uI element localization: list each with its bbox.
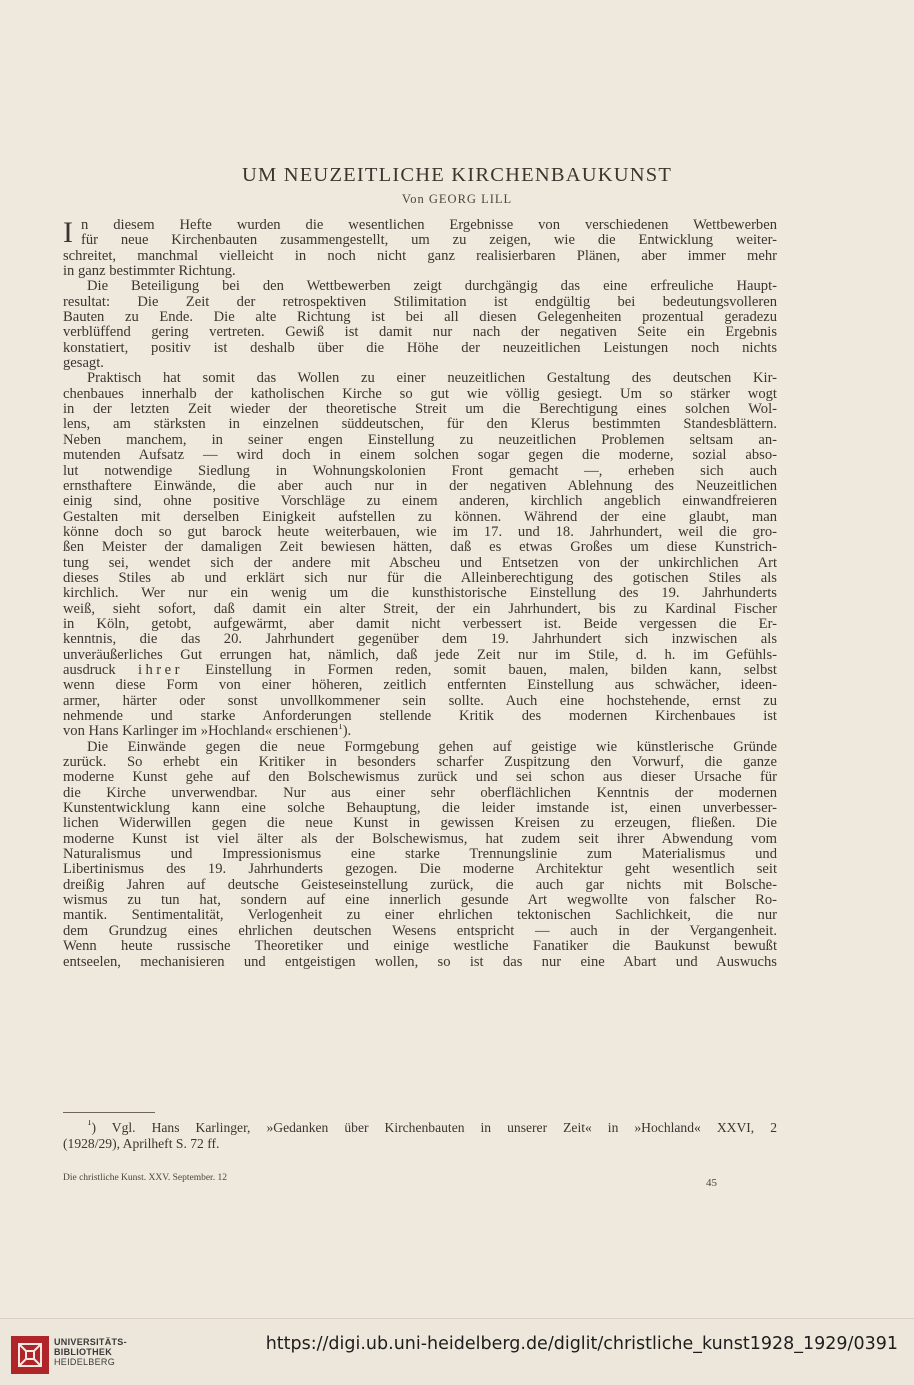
permalink-url[interactable]: https://digi.ub.uni-heidelberg.de/diglit/christliche_kunst1928_1929/0391	[265, 1334, 898, 1354]
text-line: dreißig Jahren auf deutsche Geisteseinstellung zurück, die auch gar nichts mit Bolsche-	[63, 877, 777, 893]
text-line: Die Einwände gegen die neue Formgebung gehen auf geistige wie künstlerische Gründe	[87, 739, 777, 755]
text-line: kenntnis, die das 20. Jahrhundert gegenüber dem 19. Jahrhundert sich inzwischen als	[63, 632, 777, 648]
university-library-logo-icon	[10, 1335, 50, 1375]
text-line: Neben manchem, in seiner engen Einstellung zu neuzeitlichen Problemen seltsam an-	[63, 432, 777, 448]
text-line: zurück. So erhebt ein Kritiker in besonders scharfer Zuspitzung den Vorwurf, die ganze	[63, 755, 777, 771]
page-number: 45	[706, 1177, 717, 1189]
text-line: ausdruck ihrer Einstellung in Formen reden, somit bauen, malen, bilden kann, selbst	[63, 662, 777, 678]
text-line: kirchlich. Wer nur ein wenig um die kunsthistorische Einstellung des 19. Jahrhunderts	[63, 586, 777, 602]
article-byline: Von GEORG LILL	[401, 192, 513, 206]
footnote-rule	[63, 1112, 155, 1113]
text-line: Libertinismus des 19. Jahrhunderts gezogen. Die moderne Architektur geht wesentlich seit	[63, 862, 777, 878]
text-line: ßen Meister der damaligen Zeit bewiesen hätten, daß es etwas Großes um diese Kunstrich-	[63, 540, 777, 556]
text-line: tung sei, wendet sich der andere mit Abscheu und Entsetzen von der unkirchlichen Art	[63, 555, 777, 571]
text-line: mutenden Aufsatz — wird doch in einem solchen sogar gegen die moderne, sozial abso-	[63, 448, 777, 464]
text-line: (1928/29), Aprilheft S. 72 ff.	[63, 1135, 220, 1151]
text-line: dieses Stiles ab und erklärt sich nur für die Alleinberechtigung des gotischen Stiles als	[63, 570, 777, 586]
journal-signature: Die christliche Kunst. XXV. September. 12	[63, 1173, 227, 1183]
text-line: schreitet, manchmal vielleicht in noch nicht ganz realisierbaren Plänen, aber immer mehr	[63, 248, 777, 264]
library-name-line: BIBLIOTHEK	[54, 1347, 112, 1357]
text-line: unveräußerliches Gut errungen hat, nämlich, daß jede Zeit nur im Stile, d. h. im Gefühls-	[63, 647, 777, 663]
text-line: lut notwendige Siedlung in Wohnungskolonien Front gemacht —, erheben sich auch	[63, 463, 777, 479]
article-body	[63, 218, 777, 970]
library-name-line: HEIDELBERG	[54, 1357, 116, 1367]
text-line: chenbaues innerhalb der katholischen Kirche so gut wie völlig gesiegt. Um so stärker wogt	[63, 386, 777, 402]
text-line: konstatiert, positiv ist deshalb über die Höhe der neuzeitlichen Leistungen noch nichts	[63, 340, 777, 356]
text-line: ernsthaftere Einwände, die aber auch nur in der negativen Ablehnung des Neuzeitlichen	[63, 478, 777, 494]
text-line: von Hans Karlinger im »Hochland« erschienen$^1$).	[63, 724, 352, 740]
library-name	[54, 1337, 127, 1367]
text-line: wismus zu tun hat, sondern auf eine innerlich gesunde Art wegwollte von falscher Ro-	[63, 893, 777, 909]
text-line: Bauten zu Ende. Die alte Richtung ist bei all diesen Gelegenheiten prozentual geradezu	[63, 310, 777, 326]
text-line: lichen Widerwillen gegen die neue Kunst in gewissen Kreisen zu erzeugen, fließen. Die	[63, 816, 777, 832]
text-line: für neue Kirchenbauten zusammengestellt, um zu zeigen, wie die Entwicklung weiter-	[81, 233, 777, 249]
text-line: resultat: Die Zeit der retrospektiven Stilimitation ist endgültig bei bedeutungsvolleren	[63, 294, 777, 310]
text-line: in der letzten Zeit wieder der theoretische Streit um die Berechtigung eines solchen Wol-	[63, 402, 777, 418]
drop-cap: I	[63, 216, 73, 249]
text-line: die Kirche unverwendbar. Nur aus einer sehr oberflächlichen Kenntnis der modernen	[63, 785, 777, 801]
text-line: gesagt.	[63, 356, 104, 372]
viewer-footer	[0, 1318, 914, 1385]
text-line: moderne Kunst gehe auf den Bolschewismus zurück und sei schon aus dieser Ursache für	[63, 770, 777, 786]
text-line: moderne Kunst ist viel älter als der Bolschewismus, hat zudem seit ihrer Abwendung vom	[63, 831, 777, 847]
text-line: Wenn heute russische Theoretiker und einige westliche Fanatiker die Baukunst bewußt	[63, 939, 777, 955]
text-line: weiß, sieht sofort, daß damit ein alter Streit, der ein Jahrhundert, bis zu Kardinal Fischer	[63, 601, 777, 617]
text-line: Die Beteiligung bei den Wettbewerben zeigt durchgängig das eine erfreuliche Haupt-	[87, 279, 777, 295]
text-line: armer, härter oder sonst unvollkommener sein sollte. Auch eine hochstehende, ernst zu	[63, 693, 777, 709]
text-line: könne doch so gut barock heute weiterbauen, wie im 17. und 18. Jahrhundert, weil die gro-	[63, 524, 777, 540]
text-line: entseelen, mechanisieren und entgeistigen wollen, so ist das nur eine Abart und Auswuchs	[63, 954, 777, 970]
text-line: Praktisch hat somit das Wollen zu einer neuzeitlichen Gestaltung des deutschen Kir-	[87, 371, 777, 387]
text-line: nehmende und starke Anforderungen stellende Kritik des modernen Kirchenbaues ist	[63, 709, 777, 724]
library-name-line: UNIVERSITÄTS-	[54, 1337, 127, 1347]
text-line: in Köln, getobt, aufgewärmt, aber damit nicht verbessert ist. Beide vergessen die Er-	[63, 616, 777, 632]
text-line: dem Grundzug eines ehrlichen deutschen Wesens entspricht — auch in der Vergangenheit.	[63, 923, 777, 939]
article-title: UM NEUZEITLICHE KIRCHENBAUKUNST	[241, 164, 673, 186]
footnote	[63, 1120, 777, 1151]
text-line: Kunstentwicklung kann eine solche Behauptung, die leider imstande ist, einen unverbesser-	[63, 801, 777, 817]
text-line: mantik. Sentimentalität, Verlogenheit zu einer ehrlichen tektonischen Sachlichkeit, die nur	[63, 908, 777, 924]
footnote-mark: 1	[87, 1120, 92, 1127]
text-line: n diesem Hefte wurden die wesentlichen Ergebnisse von verschiedenen Wettbewerben	[81, 218, 777, 233]
text-line: wenn diese Form von einer höheren, zeitlich entfernten Einstellung aus schwächer, ideen-	[63, 678, 777, 694]
text-line: $^1$) Vgl. Hans Karlinger, »Gedanken über Kirchenbauten in unserer Zeit« in »Hochland« XXVI, 2	[63, 1120, 777, 1136]
text-line: Naturalismus und Impressionismus eine starke Trennungslinie zum Materialismus und	[63, 847, 777, 863]
text-line: verblüffend gering vertreten. Gewiß ist damit nur nach der negativen Seite ein Ergebnis	[63, 325, 777, 341]
text-line: lens, am stärksten in einzelnen süddeutschen, für den Klerus bestimmten Standesblättern.	[63, 417, 777, 433]
text-line: einig sind, ohne positive Vorschläge zu einem anderen, kirchlich angeblich einwandfreieren	[63, 494, 777, 510]
text-line: Gestalten mit derselben Einigkeit aufstellen zu können. Während der eine glaubt, man	[63, 509, 777, 525]
text-line: in ganz bestimmter Richtung.	[63, 264, 236, 280]
